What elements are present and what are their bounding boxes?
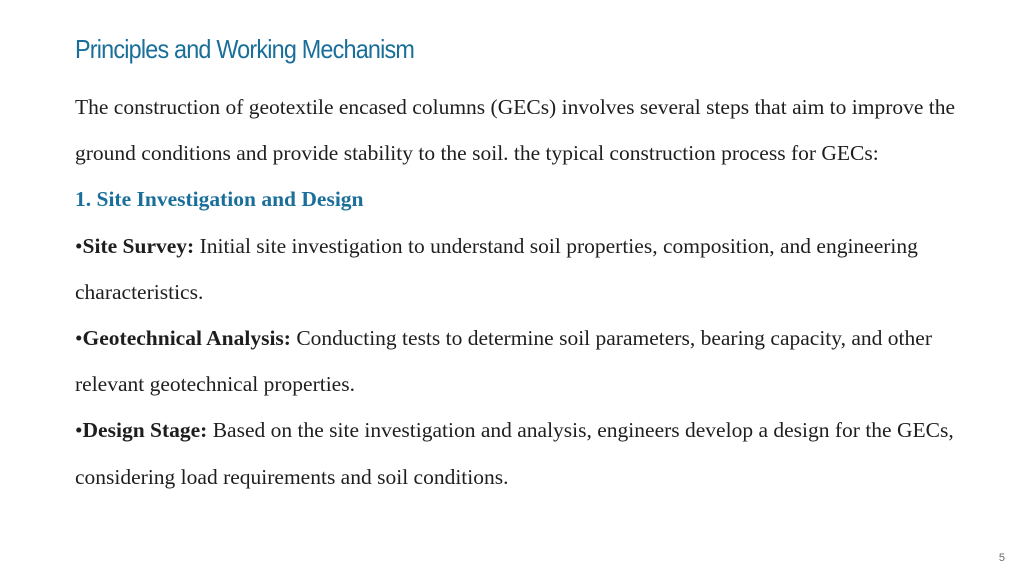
- page-number: 5: [998, 552, 1005, 564]
- bullet-item-design-stage: [75, 407, 975, 499]
- bullet-label: Geotechnical Analysis:: [82, 326, 291, 351]
- bullet-marker: •: [75, 326, 83, 351]
- bullet-marker: •: [75, 233, 83, 258]
- section-heading: 1. Site Investigation and Design: [75, 187, 364, 212]
- bullet-text: Based on the site investigation and analysis, engineers develop a design for the GECs, considering load requirements and soil conditions.: [75, 418, 954, 489]
- bullet-item-site-survey: [75, 223, 975, 315]
- bullet-label: Design Stage:: [82, 418, 208, 443]
- intro-paragraph: The construction of geotextile encased columns (GECs) involves several steps that aim to improve the ground conditions and provide stability to the soil. the typical construction process for GECs:: [75, 95, 956, 166]
- bullet-text: Conducting tests to determine soil parameters, bearing capacity, and other relevant geotechnical properties.: [75, 326, 932, 397]
- bullet-item-geotechnical-analysis: [75, 315, 975, 407]
- bullet-text: Initial site investigation to understand soil properties, composition, and engineering characteristics.: [75, 233, 918, 304]
- slide-body: [75, 84, 975, 500]
- slide-title: Principles and Working Mechanism: [75, 34, 415, 64]
- bullet-label: Site Survey:: [82, 233, 195, 258]
- bullet-marker: •: [75, 418, 83, 443]
